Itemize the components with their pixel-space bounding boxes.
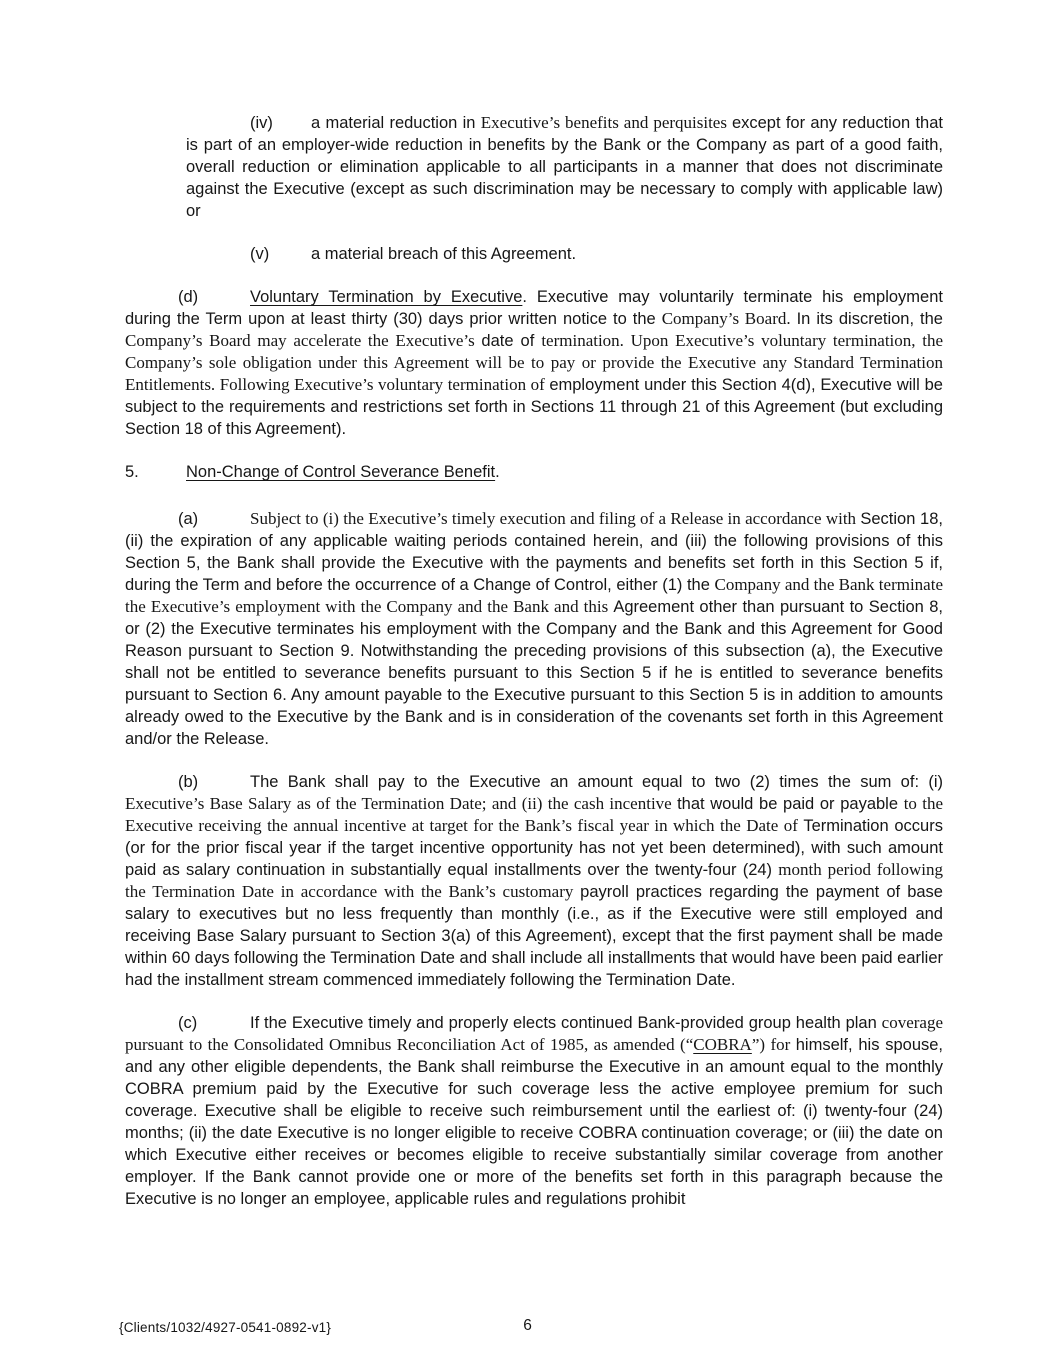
section-5a-paragraph-run-2: Company and the Bank terminate the Executive’s employment with the Company and the Bank and this: [125, 575, 943, 616]
section-4d-paragraph-run-0: Voluntary Termination by Executive: [250, 288, 523, 306]
section-5c-paragraph-run-4: himself, his spouse, and any other eligible dependents, the Bank shall reimburse the Executive in an amount equal to the monthly COBRA premium paid by the Executive for such coverage less the active employee premium for such coverage. Executive shall be eligible to receive such reimbursement until the earliest of: (i) twenty-four (24) months; (ii) the date Executive is no longer eligible to receive COBRA continuation coverage; or (iii) the date on which Executive either receives or becomes eligible to receive substantially similar coverage from another employer. If the Bank cannot provide one or more of the benefits set forth in this paragraph because the Executive is no longer an employee, applicable rules and regulations prohibit: [125, 1036, 943, 1208]
section-5b-paragraph-run-6: payroll practices regarding the payment of base salary to executives but no less frequently than monthly (i.e., as if the Executive were still employed and receiving Base Salary pursuant to Section 3(a) of this Agreement), except that the first payment shall be made within 60 days following the Termination Date and shall include all installments that would have been paid earlier had the installment stream commenced immediately following the Termination Date.: [125, 883, 943, 989]
section-4d-paragraph-run-3: In its discretion, the: [790, 310, 943, 328]
clause-v-run-0: a material breach of this Agreement.: [311, 245, 577, 263]
section-5-heading-run-0: Non-Change of Control Severance Benefit: [186, 463, 496, 481]
clause-v: [186, 243, 943, 265]
section-5-heading-label: 5.: [125, 463, 139, 481]
clause-iv: [186, 112, 943, 222]
document-body: [125, 112, 943, 1231]
section-5c-paragraph-run-3: ”) for: [751, 1035, 796, 1054]
section-4d-paragraph-run-1: . Executive may voluntarily terminate his employment during the Term upon at least thirty (30) days prior written notice to the: [125, 288, 943, 328]
section-5a-paragraph-label: (a): [178, 510, 199, 528]
section-5a-paragraph-run-0: Subject to (i) the Executive’s timely execution and filing of a Release in accordance with: [250, 509, 861, 528]
section-4d-paragraph: [125, 286, 943, 440]
section-5b-paragraph-run-4: Termination occurs (or for the prior fiscal year if the target incentive opportunity has not yet been determined), with such amount paid as salary continuation in substantially equal installments over the twenty-four (24): [125, 817, 943, 879]
clause-iv-run-0: a material reduction in: [311, 114, 481, 132]
section-5c-paragraph-run-2: COBRA: [693, 1035, 752, 1054]
section-5b-paragraph-run-0: The Bank shall pay to the Executive an amount equal to two (2) times the sum of: (i): [250, 773, 943, 791]
section-5b-paragraph: [125, 771, 943, 991]
section-5b-paragraph-run-2: that would be paid or payable: [677, 795, 904, 813]
section-4d-paragraph-label: (d): [178, 288, 199, 306]
section-4d-paragraph-run-7: employment under this Section 4(d), Executive will be subject to the requirements and restrictions set forth in Sections 11 through 21 of this Agreement (but excluding Section 18 of this Agreement).: [125, 376, 943, 438]
section-5c-paragraph: [125, 1012, 943, 1210]
section-5c-paragraph-run-0: If the Executive timely and properly elects continued Bank-provided group health plan: [250, 1014, 882, 1032]
section-5a-paragraph-run-1: Section 18, (ii) the expiration of any applicable waiting periods contained herein, and (iii) the following provisions of this Section 5, the Bank shall provide the Executive with the payments and benefits set forth in this Section 5 if, during the Term and before the occurrence of a Change of Control, either (1) the: [125, 510, 943, 594]
section-5b-paragraph-run-1: Executive’s Base Salary as of the Termination Date; and (ii) the cash incentive: [125, 794, 678, 813]
footer-document-id: {Clients/1032/4927-0541-0892-v1}: [119, 1320, 332, 1335]
clause-iv-label: (iv): [250, 114, 273, 132]
footer-page-number: 6: [523, 1317, 532, 1334]
clause-v-label: (v): [250, 245, 270, 263]
clause-iv-run-2: except for any reduction that is part of an employer-wide reduction in benefits by the Bank or the Company as part of a good faith, overall reduction or elimination applicable to all participants in a manner that does not discriminate against the Executive (except as such discrimination may be necessary to comply with applicable law) or: [186, 114, 943, 220]
section-4d-paragraph-run-6: termination. Upon Executive’s voluntary termination, the Company’s sole obligation under this Agreement will be to pay or provide the Executive any Standard Termination Entitlements. Following Executive’s voluntary termination of: [125, 331, 943, 394]
section-5-heading: [125, 461, 943, 483]
section-5b-paragraph-label: (b): [178, 773, 199, 791]
section-5b-paragraph-run-5: month period following the Termination Date in accordance with the Bank’s customary: [125, 860, 943, 901]
section-5c-paragraph-label: (c): [178, 1014, 198, 1032]
section-4d-paragraph-run-5: date of: [481, 332, 542, 350]
section-5a-paragraph-run-3: Agreement other than pursuant to Section 8, or (2) the Executive terminates his employment with the Company and the Bank and this Agreement for Good Reason pursuant to Section 9. Notwithstanding the preceding provisions of this subsection (a), the Executive shall not be entitled to severance benefits pursuant to this Section 5 if he is entitled to severance benefits pursuant to Section 6. Any amount payable to the Executive pursuant to this Section 5 is in addition to amounts already owed to the Executive by the Bank and is in consideration of the covenants set forth in this Agreement and/or the Release.: [125, 598, 943, 748]
section-5-heading-run-1: .: [495, 463, 500, 481]
section-5b-paragraph-run-3: to the Executive receiving the annual incentive at target for the Bank’s fiscal year in which the Date of: [125, 794, 944, 835]
section-4d-paragraph-run-2: Company’s Board.: [661, 309, 791, 328]
section-5c-paragraph-run-1: coverage pursuant to the Consolidated Omnibus Reconciliation Act of 1985, as amended (“: [125, 1013, 943, 1054]
section-5a-paragraph: [125, 508, 943, 750]
clause-iv-run-1: Executive’s benefits and perquisites: [480, 113, 732, 132]
section-4d-paragraph-run-4: Company’s Board may accelerate the Executive’s: [125, 331, 482, 350]
